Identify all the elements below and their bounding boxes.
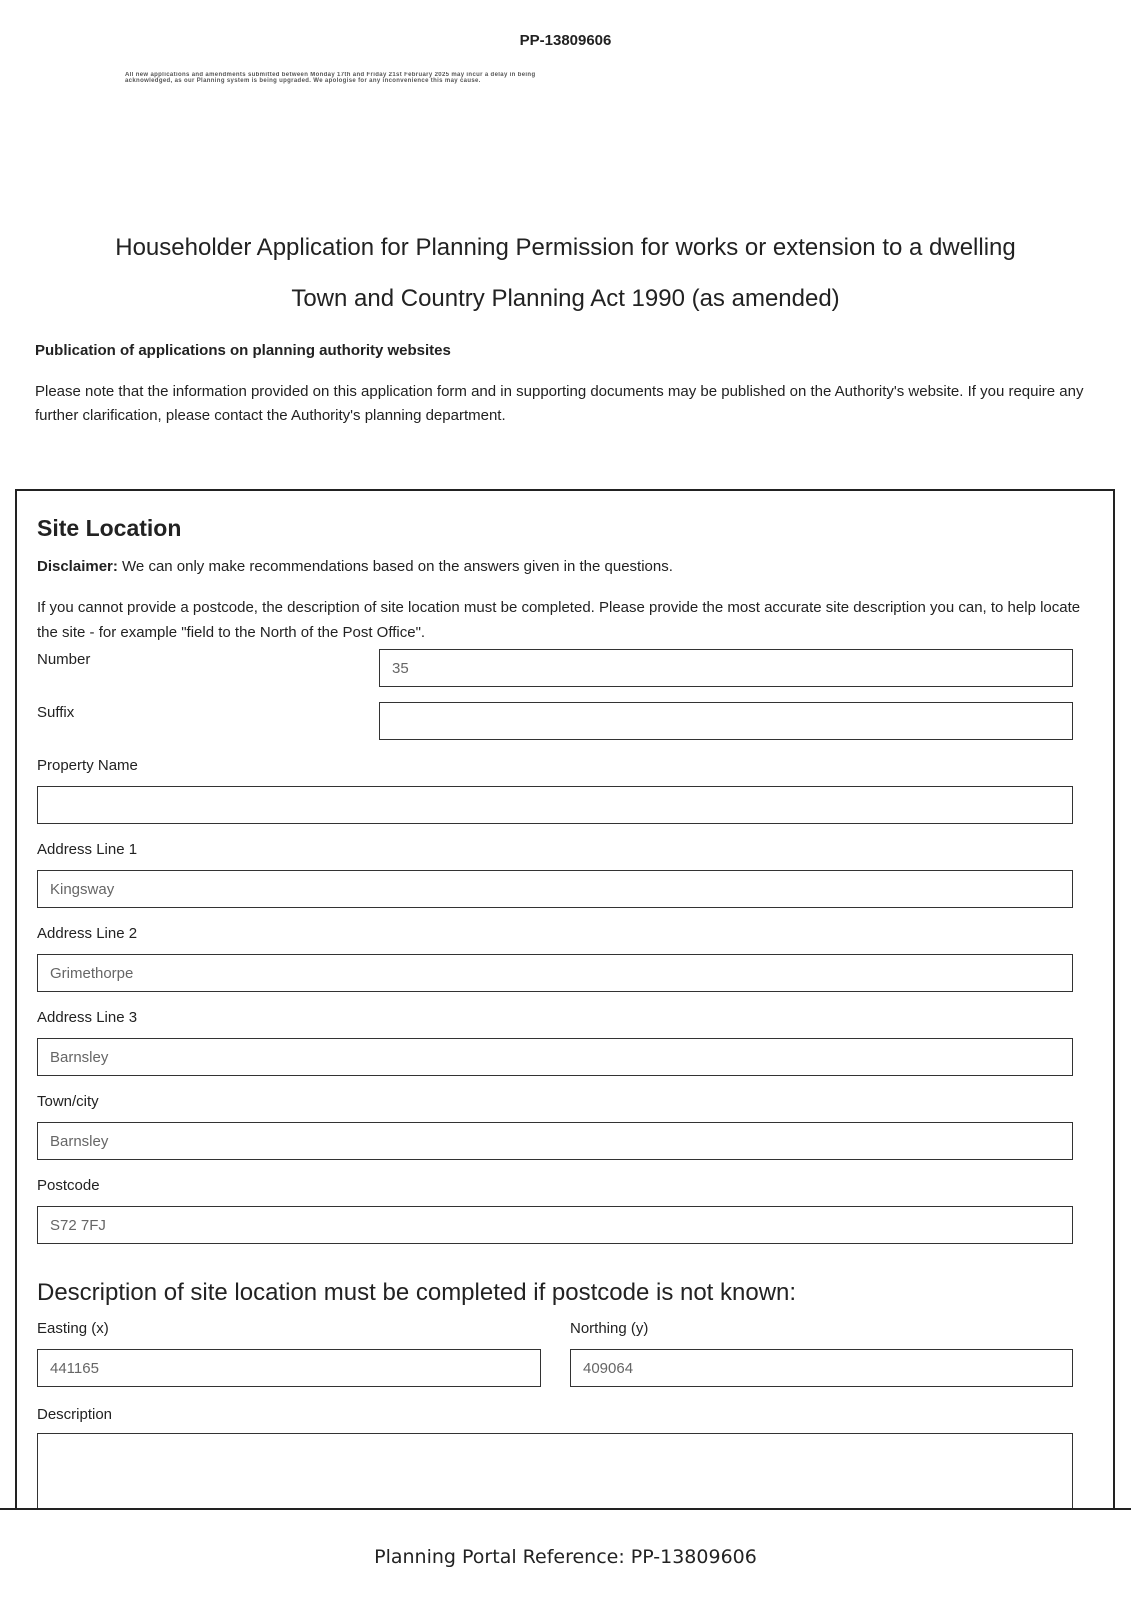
section-heading: Site Location (37, 515, 182, 541)
town-city-field[interactable]: Barnsley (37, 1122, 1073, 1160)
number-field[interactable]: 35 (379, 649, 1073, 687)
property-name-field[interactable] (37, 786, 1073, 824)
address-line-2-label: Address Line 2 (37, 925, 138, 942)
site-help-text: If you cannot provide a postcode, the description of site location must be completed. Please provide the most accurate site description you can, to help locate the site - for example "field to the North of the Post Office". (37, 599, 1081, 641)
town-city-label: Town/city (37, 1093, 99, 1110)
form-subtitle: Town and Country Planning Act 1990 (as amended) (291, 285, 840, 312)
disclaimer-text: We can only make recommendations based on the answers given in the questions. (117, 558, 673, 575)
address-line-2-field[interactable]: Grimethorpe (37, 954, 1073, 992)
publication-text: Please note that the information provided on this application form and in supporting documents may be published on the Authority's website. If you require any further clarification, please contact the Authority's planning department. (35, 383, 1084, 424)
description-field[interactable] (37, 1433, 1073, 1509)
notice-line-2: acknowledged, as our Planning system is being upgraded. We apologise for any inconvenience this may cause. (125, 78, 481, 84)
disclaimer-label: Disclaimer: (37, 558, 118, 575)
suffix-field[interactable] (379, 702, 1073, 740)
address-line-3-label: Address Line 3 (37, 1009, 138, 1026)
property-name-label: Property Name (37, 757, 138, 774)
northing-field[interactable]: 409064 (570, 1349, 1073, 1387)
publication-heading: Publication of applications on planning authority websites (35, 342, 451, 359)
number-label: Number (37, 651, 91, 668)
upgrade-notice (125, 72, 925, 84)
description-label: Description (37, 1406, 113, 1423)
footer-divider (0, 1508, 1131, 1510)
site-location-section (15, 489, 1115, 1509)
description-heading: Description of site location must be completed if postcode is not known: (37, 1279, 797, 1306)
footer-reference: Planning Portal Reference: PP-13809606 (374, 1546, 757, 1568)
form-title: Householder Application for Planning Permission for works or extension to a dwelling (115, 234, 1016, 261)
easting-label: Easting (x) (37, 1320, 109, 1337)
northing-label: Northing (y) (570, 1320, 649, 1337)
reference-number: PP-13809606 (519, 32, 612, 49)
postcode-label: Postcode (37, 1177, 100, 1194)
address-line-3-field[interactable]: Barnsley (37, 1038, 1073, 1076)
address-line-1-label: Address Line 1 (37, 841, 138, 858)
disclaimer (37, 558, 673, 575)
suffix-label: Suffix (37, 704, 75, 721)
easting-field[interactable]: 441165 (37, 1349, 541, 1387)
address-line-1-field[interactable]: Kingsway (37, 870, 1073, 908)
postcode-field[interactable]: S72 7FJ (37, 1206, 1073, 1244)
notice-line-1: All new applications and amendments submitted between Monday 17th and Friday 21st February 2025 may incur a delay in being (125, 72, 536, 78)
